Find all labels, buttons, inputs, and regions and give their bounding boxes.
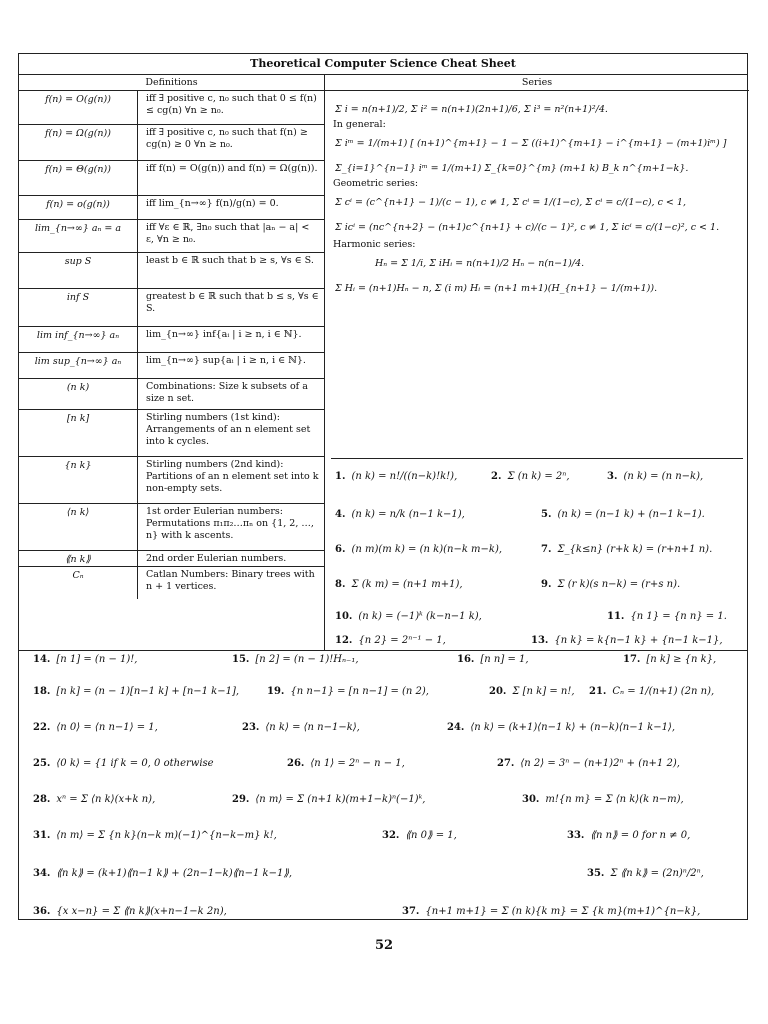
harmonic-label: Harmonic series: — [333, 239, 416, 250]
definition-symbol: f(n) = Ω(g(n)) — [19, 125, 138, 160]
identity-13: 13. {n k} = k{n−1 k} + {n−1 k−1}, — [531, 635, 723, 646]
identity-24: 24. ⟨n k⟩ = (k+1)⟨n−1 k⟩ + (n−k)⟨n−1 k−1⟩, — [447, 722, 676, 733]
identity-30: 30. m!{n m} = Σ ⟨n k⟩(k n−m), — [522, 794, 684, 805]
definition-text: iff ∀ε ∈ ℝ, ∃n₀ such that |aₙ − a| < ε, ∀n ≥ n₀. — [146, 222, 310, 245]
definition-text: 1st order Eulerian numbers: Permutations π₁π₂…πₙ on {1, 2, …, n} with k ascents. — [146, 506, 314, 541]
definition-symbol: f(n) = Θ(g(n)) — [19, 161, 138, 195]
definition-row — [19, 457, 324, 504]
definition-text: iff ∃ positive c, n₀ such that 0 ≤ f(n) ≤ cg(n) ∀n ≥ n₀. — [146, 93, 317, 116]
definition-text: greatest b ∈ ℝ such that b ≤ s, ∀s ∈ S. — [146, 291, 319, 314]
definition-symbol: Cₙ — [19, 567, 138, 599]
definition-symbol: lim_{n→∞} aₙ = a — [19, 220, 138, 252]
series-section — [331, 94, 743, 298]
definition-text: iff f(n) = O(g(n)) and f(n) = Ω(g(n)). — [146, 163, 318, 174]
definition-symbol: f(n) = o(g(n)) — [19, 196, 138, 219]
identity-25: 25. ⟨0 k⟩ = {1 if k = 0, 0 otherwise — [33, 758, 214, 769]
identity-29: 29. ⟨n m⟩ = Σ (n+1 k)(m+1−k)ⁿ(−1)ᵏ, — [232, 794, 426, 805]
identity-5: 5. (n k) = (n−1 k) + (n−1 k−1). — [541, 509, 705, 520]
definition-text: Combinations: Size k subsets of a size n set. — [146, 381, 308, 404]
identity-28: 28. xⁿ = Σ ⟨n k⟩(x+k n), — [33, 794, 156, 805]
identity-8: 8. Σ (k m) = (n+1 m+1), — [335, 579, 463, 590]
identity-36: 36. {x x−n} = Σ ⟪n k⟫(x+n−1−k 2n), — [33, 906, 227, 917]
definition-symbol: lim sup_{n→∞} aₙ — [19, 353, 138, 378]
definition-row — [19, 91, 324, 125]
identity-2: 2. Σ (n k) = 2ⁿ, — [491, 471, 570, 482]
harmonic-series-1: Hₙ = Σ 1/i, Σ iHᵢ = n(n+1)/2 Hₙ − n(n−1)/4. — [375, 258, 585, 269]
definition-text: Stirling numbers (2nd kind): Partitions of an n element set into k non-empty sets. — [146, 459, 319, 494]
identity-16: 16. [n n] = 1, — [457, 654, 529, 665]
definition-row — [19, 327, 324, 353]
identities-grid — [331, 458, 743, 651]
definition-row — [19, 567, 324, 599]
definition-text: Catlan Numbers: Binary trees with n + 1 vertices. — [146, 569, 315, 592]
page-number: 52 — [374, 938, 394, 953]
identity-15: 15. [n 2] = (n − 1)!Hₙ₋₁, — [232, 654, 359, 665]
identity-33: 33. ⟪n n⟫ = 0 for n ≠ 0, — [567, 830, 691, 841]
definition-row — [19, 196, 324, 220]
definition-row — [19, 125, 324, 161]
power-sums: Σ i = n(n+1)/2, Σ i² = n(n+1)(2n+1)/6, Σ i³ = n²(n+1)²/4. — [335, 104, 608, 115]
definition-symbol: {n k} — [19, 457, 138, 503]
definition-text: 2nd order Eulerian numbers. — [146, 553, 287, 564]
identity-31: 31. ⟨n m⟩ = Σ {n k}(n−k m)(−1)^{n−k−m} k!, — [33, 830, 277, 841]
definition-text: Stirling numbers (1st kind): Arrangements of an n element set into k cycles. — [146, 412, 311, 447]
definition-symbol: f(n) = O(g(n)) — [19, 91, 138, 124]
geometric-series-2: Σ icⁱ = (nc^{n+2} − (n+1)c^{n+1} + c)/(c − 1)², c ≠ 1, Σ icⁱ = c/(1−c)², c < 1. — [335, 222, 720, 233]
definitions-table — [19, 91, 324, 599]
page-title: Theoretical Computer Science Cheat Sheet — [19, 54, 747, 75]
definition-row — [19, 253, 324, 289]
identity-17: 17. [n k] ≥ {n k}, — [623, 654, 717, 665]
definition-symbol: ⟨n k⟩ — [19, 504, 138, 550]
definition-symbol: sup S — [19, 253, 138, 288]
identity-20: 20. Σ [n k] = n!, — [489, 686, 575, 697]
identity-9: 9. Σ (r k)(s n−k) = (r+s n). — [541, 579, 681, 590]
definitions-header: Definitions — [19, 75, 324, 91]
series-header: Series — [325, 75, 749, 91]
identity-11: 11. {n 1} = {n n} = 1. — [607, 611, 727, 622]
definition-text: iff ∃ positive c, n₀ such that f(n) ≥ cg(n) ≥ 0 ∀n ≥ n₀. — [146, 127, 308, 150]
definition-row — [19, 410, 324, 457]
definition-row — [19, 504, 324, 551]
definition-text: lim_{n→∞} inf{aᵢ | i ≥ n, i ∈ ℕ}. — [146, 329, 302, 340]
identity-18: 18. [n k] = (n − 1)[n−1 k] + [n−1 k−1], — [33, 686, 240, 697]
identity-32: 32. ⟪n 0⟫ = 1, — [382, 830, 457, 841]
identity-19: 19. {n n−1} = [n n−1] = (n 2), — [267, 686, 429, 697]
identity-6: 6. (n m)(m k) = (n k)(n−k m−k), — [335, 544, 503, 555]
general-sum-2: Σ_{i=1}^{n−1} iᵐ = 1/(m+1) Σ_{k=0}^{m} (m+1 k) B_k n^{m+1−k}. — [335, 163, 689, 174]
general-label: In general: — [333, 119, 386, 130]
identity-14: 14. [n 1] = (n − 1)!, — [33, 654, 138, 665]
identity-22: 22. ⟨n 0⟩ = ⟨n n−1⟩ = 1, — [33, 722, 158, 733]
definition-symbol: ⟪n k⟫ — [19, 551, 138, 566]
identity-23: 23. ⟨n k⟩ = ⟨n n−1−k⟩, — [242, 722, 360, 733]
identity-35: 35. Σ ⟪n k⟫ = (2n)ⁿ/2ⁿ, — [587, 868, 704, 879]
definition-row — [19, 161, 324, 196]
definition-text: iff lim_{n→∞} f(n)/g(n) = 0. — [146, 198, 279, 209]
column-divider — [324, 75, 325, 651]
section-divider — [19, 650, 747, 651]
identity-34: 34. ⟪n k⟫ = (k+1)⟪n−1 k⟫ + (2n−1−k)⟪n−1 k−1⟫, — [33, 868, 293, 879]
identity-10: 10. (n k) = (−1)ᵏ (k−n−1 k), — [335, 611, 482, 622]
definition-symbol: [n k] — [19, 410, 138, 456]
identity-7: 7. Σ_{k≤n} (r+k k) = (r+n+1 n). — [541, 544, 713, 555]
identity-1: 1. (n k) = n!/((n−k)!k!), — [335, 471, 458, 482]
identity-26: 26. ⟨n 1⟩ = 2ⁿ − n − 1, — [287, 758, 405, 769]
definition-text: lim_{n→∞} sup{aᵢ | i ≥ n, i ∈ ℕ}. — [146, 355, 306, 366]
identity-27: 27. ⟨n 2⟩ = 3ⁿ − (n+1)2ⁿ + (n+1 2), — [497, 758, 680, 769]
definition-symbol: (n k) — [19, 379, 138, 409]
geometric-label: Geometric series: — [333, 178, 419, 189]
identity-12: 12. {n 2} = 2ⁿ⁻¹ − 1, — [335, 635, 446, 646]
definition-row — [19, 220, 324, 253]
identity-4: 4. (n k) = n/k (n−1 k−1), — [335, 509, 465, 520]
definition-symbol: inf S — [19, 289, 138, 326]
definition-row — [19, 551, 324, 567]
geometric-series-1: Σ cⁱ = (c^{n+1} − 1)/(c − 1), c ≠ 1, Σ cⁱ = 1/(1−c), Σ cⁱ = c/(1−c), c < 1, — [335, 197, 686, 208]
definition-symbol: lim inf_{n→∞} aₙ — [19, 327, 138, 352]
identity-21: 21. Cₙ = 1/(n+1) (2n n), — [589, 686, 715, 697]
identity-3: 3. (n k) = (n n−k), — [607, 471, 704, 482]
harmonic-series-2: Σ Hᵢ = (n+1)Hₙ − n, Σ (i m) Hᵢ = (n+1 m+1)(H_{n+1} − 1/(m+1)). — [335, 283, 658, 294]
definition-row — [19, 379, 324, 410]
definition-text: least b ∈ ℝ such that b ≥ s, ∀s ∈ S. — [146, 255, 314, 266]
general-sum-1: Σ iᵐ = 1/(m+1) [ (n+1)^{m+1} − 1 − Σ ((i+1)^{m+1} − i^{m+1} − (m+1)iᵐ) ] — [335, 138, 727, 149]
definition-row — [19, 289, 324, 327]
cheat-sheet — [18, 53, 748, 920]
definition-row — [19, 353, 324, 379]
identity-37: 37. {n+1 m+1} = Σ (n k){k m} = Σ {k m}(m+1)^{n−k}, — [402, 906, 701, 917]
